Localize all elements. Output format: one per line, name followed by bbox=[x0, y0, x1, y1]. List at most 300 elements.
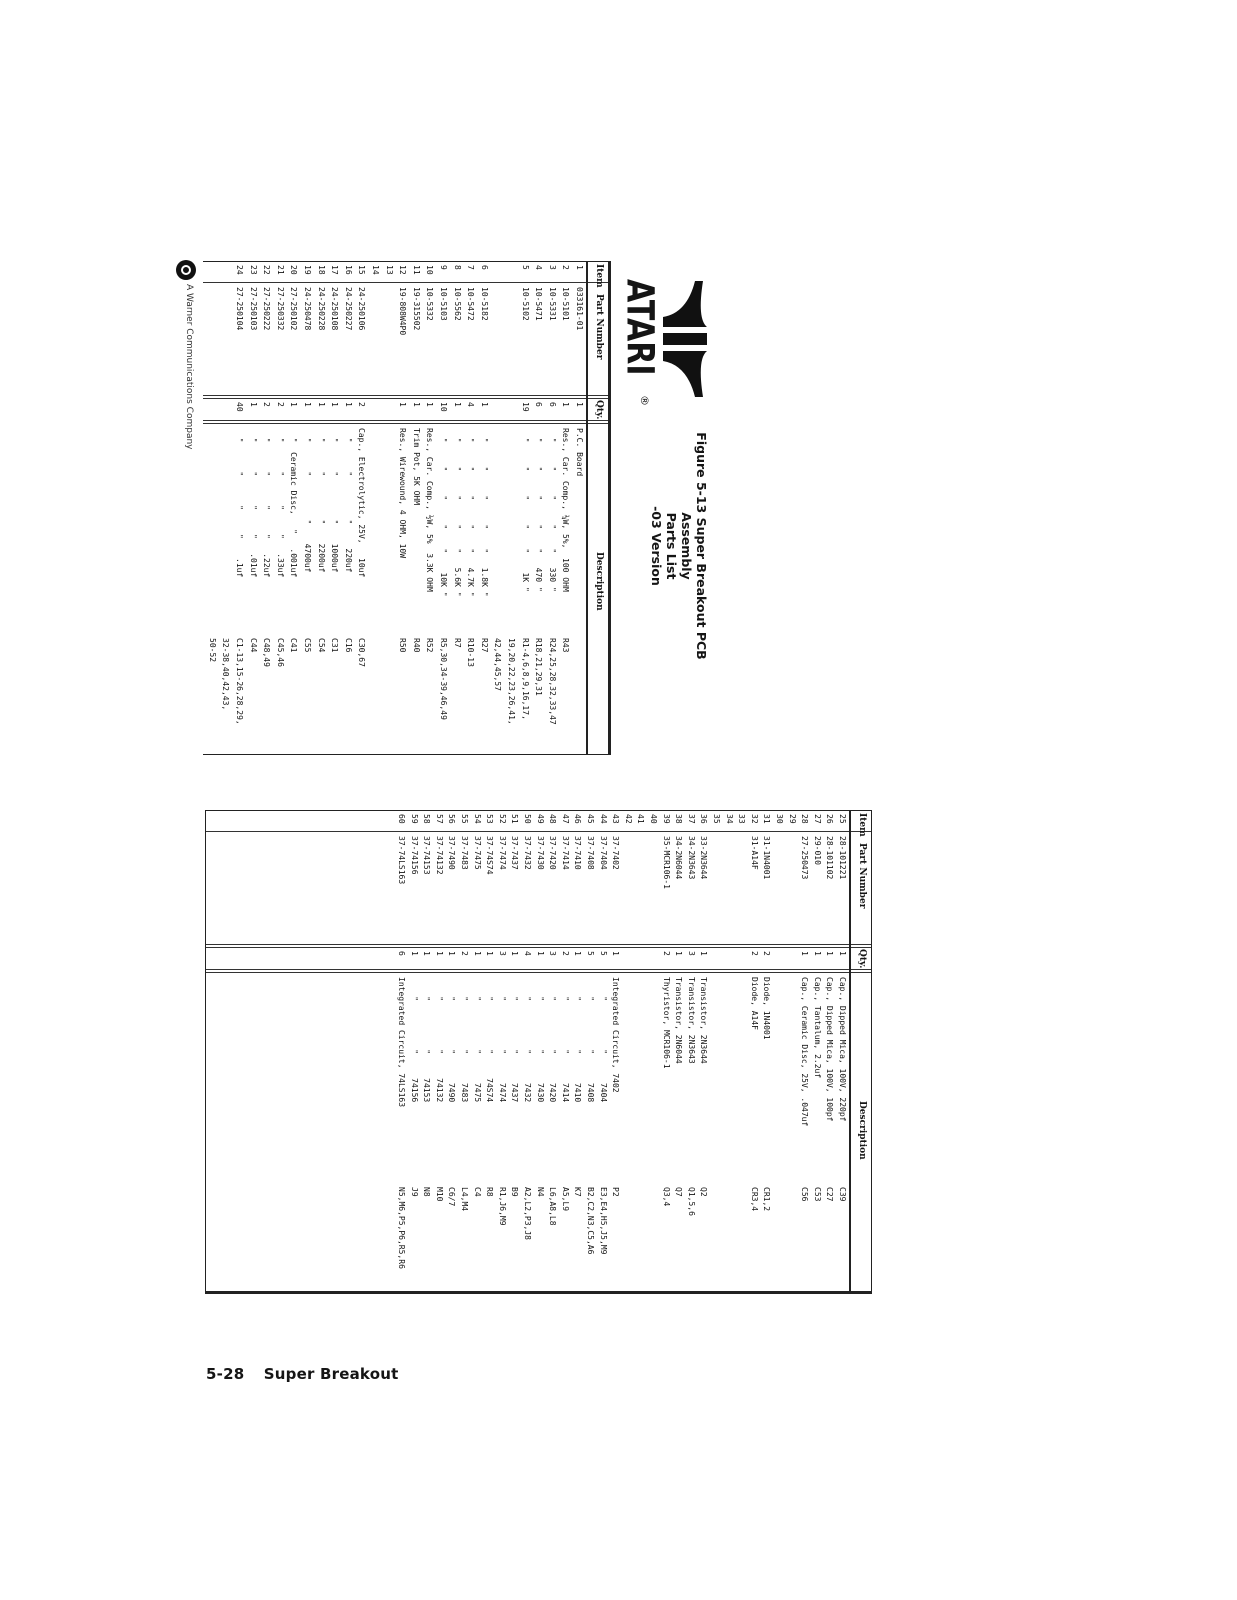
cell-item: 7 bbox=[466, 265, 476, 270]
table-row bbox=[301, 262, 314, 754]
cell-desc: " " " 220uf bbox=[343, 428, 353, 573]
cell-ref: R10-13 bbox=[466, 638, 476, 667]
cell-part: 34-2N3643 bbox=[686, 836, 696, 880]
table-row bbox=[287, 262, 300, 754]
table-row bbox=[609, 811, 622, 1291]
cell-ref: B2,C2,N3,C5,A6 bbox=[586, 1187, 595, 1255]
cell-ref: L4,M4 bbox=[460, 1187, 469, 1212]
cell-qty: 1 bbox=[485, 951, 495, 956]
table-row bbox=[798, 811, 811, 1291]
cell-ref: R18,21,29,31 bbox=[534, 638, 544, 696]
table-row bbox=[445, 811, 458, 1291]
cell-part: 37-7404 bbox=[598, 836, 608, 870]
cell-qty: 1 bbox=[800, 951, 810, 956]
cell-ref: C1-13,15-26,28,29, bbox=[235, 638, 244, 725]
cell-ref: R24,25,28,32,33,47 bbox=[547, 638, 557, 725]
cell-desc: Res., Car. Comp., ¼W, 5%, 100 OHM bbox=[561, 428, 571, 592]
cell-qty: 1 bbox=[674, 951, 684, 956]
cell-ref: M10 bbox=[434, 1187, 444, 1202]
cell-desc: P.C. Board bbox=[575, 428, 584, 477]
cell-qty: 3 bbox=[548, 951, 558, 956]
cell-ref: CR1,2 bbox=[762, 1187, 772, 1212]
header-item: Item bbox=[594, 264, 604, 288]
cell-item: 11 bbox=[411, 265, 421, 275]
cell-item: 10 bbox=[425, 265, 435, 275]
cell-ref: C53 bbox=[812, 1187, 822, 1202]
cell-part: 37-74156 bbox=[409, 836, 419, 875]
cell-desc: " " " " .22uf bbox=[262, 428, 272, 578]
cell-item: 19 bbox=[303, 265, 312, 275]
cell-part: 24-250227 bbox=[343, 287, 353, 331]
cell-item: 12 bbox=[398, 265, 408, 275]
table-row bbox=[634, 811, 647, 1291]
figure-title-line-2: Parts List bbox=[664, 512, 679, 580]
table-row bbox=[260, 262, 273, 754]
cell-part: 37-7490 bbox=[447, 836, 457, 870]
cell-qty: 1 bbox=[434, 951, 444, 956]
table-row bbox=[219, 262, 232, 754]
header-item: Item bbox=[857, 813, 867, 837]
cell-ref: R1,J6,M9 bbox=[497, 1187, 507, 1226]
cell-ref: C4 bbox=[472, 1187, 482, 1197]
cell-part: 10-5331 bbox=[547, 287, 557, 321]
cell-desc: Cap., Electrolytic, 25V, 10uf bbox=[357, 428, 367, 578]
cell-qty: 1 bbox=[411, 402, 421, 407]
cell-ref: J9 bbox=[409, 1187, 419, 1197]
cell-ref: P2 bbox=[611, 1187, 621, 1197]
cell-qty: 1 bbox=[452, 402, 462, 407]
cell-qty: 1 bbox=[303, 402, 312, 407]
table-row bbox=[823, 811, 836, 1291]
cell-ref: C44 bbox=[248, 638, 258, 653]
cell-desc: " " " 2200uf bbox=[316, 428, 326, 573]
table-row bbox=[519, 262, 532, 754]
cell-qty: 1 bbox=[343, 402, 353, 407]
cell-desc: " " 7430 bbox=[535, 977, 545, 1103]
cell-desc: " " 7437 bbox=[510, 977, 520, 1103]
table-row bbox=[342, 262, 355, 754]
cell-qty: 1 bbox=[479, 402, 489, 407]
table-body bbox=[206, 811, 851, 1291]
cell-ref: A2,L2,P3,J8 bbox=[523, 1187, 532, 1240]
cell-desc: Integrated Circuit, 74LS163 bbox=[397, 977, 406, 1108]
cell-ref: C41 bbox=[289, 638, 299, 653]
cell-qty: 5 bbox=[586, 951, 595, 956]
table-row bbox=[622, 811, 635, 1291]
cell-part: 19-315502 bbox=[411, 287, 421, 331]
table-row bbox=[546, 811, 559, 1291]
cell-item: 36 bbox=[699, 814, 709, 824]
cell-qty: 1 bbox=[316, 402, 326, 407]
cell-item: 21 bbox=[275, 265, 285, 275]
cell-ref: C56 bbox=[800, 1187, 810, 1202]
table-row bbox=[478, 262, 491, 754]
cell-ref: C31 bbox=[330, 638, 340, 653]
table-row bbox=[491, 262, 504, 754]
table-row bbox=[328, 262, 341, 754]
cell-item: 46 bbox=[573, 814, 583, 824]
table-row bbox=[437, 262, 450, 754]
table-row bbox=[410, 262, 423, 754]
table-row bbox=[760, 811, 773, 1291]
cell-qty: 1 bbox=[398, 402, 408, 407]
table-row bbox=[521, 811, 534, 1291]
cell-desc: " " " " " 1.8K " bbox=[479, 428, 489, 597]
cell-item: 33 bbox=[737, 814, 747, 824]
cell-item: 23 bbox=[248, 265, 258, 275]
cell-ref: R43 bbox=[561, 638, 571, 653]
cell-item: 30 bbox=[775, 814, 784, 824]
cell-item: 44 bbox=[598, 814, 608, 824]
cell-desc: " " " " .1uf bbox=[235, 428, 244, 578]
header-qty: Qty. bbox=[857, 949, 867, 969]
cell-qty: 6 bbox=[534, 402, 544, 407]
cell-desc: " " 7490 bbox=[447, 977, 457, 1103]
cell-ref: R8 bbox=[485, 1187, 495, 1197]
cell-item: 50 bbox=[523, 814, 532, 824]
table-row bbox=[723, 811, 736, 1291]
cell-ref: R50 bbox=[398, 638, 408, 653]
cell-part: 31-A14F bbox=[749, 836, 759, 870]
cell-desc: " " 74S74 bbox=[485, 977, 495, 1103]
cell-item: 16 bbox=[343, 265, 353, 275]
cell-part: 37-74S74 bbox=[485, 836, 495, 875]
cell-ref: N5,M6,P5,P6,R5,R6 bbox=[397, 1187, 406, 1269]
cell-desc: Transistor, 2N3643 bbox=[686, 977, 696, 1064]
cell-desc: " Ceramic Disc, " .001uf bbox=[289, 428, 299, 578]
cell-ref: C6/7 bbox=[447, 1187, 457, 1207]
cell-part: 27-250102 bbox=[289, 287, 299, 331]
table-row bbox=[451, 262, 464, 754]
cell-item: 45 bbox=[586, 814, 595, 824]
publisher-mark bbox=[176, 260, 196, 450]
cell-desc: " " " " " 10K " bbox=[439, 428, 448, 597]
cell-part: 27-250103 bbox=[248, 287, 258, 331]
cell-part: 37-7402 bbox=[611, 836, 621, 870]
cell-qty: 10 bbox=[439, 402, 448, 412]
cell-desc: Trim Pot, 5K OHM bbox=[411, 428, 421, 506]
table-row bbox=[811, 811, 824, 1291]
publisher-name: A Warner Communications Company bbox=[184, 284, 194, 450]
cell-qty: 6 bbox=[547, 402, 557, 407]
cell-part: 28-101221 bbox=[838, 836, 847, 880]
cell-item: 35 bbox=[712, 814, 721, 824]
cell-desc: Transistor, 2N3644 bbox=[699, 977, 709, 1064]
cell-item: 31 bbox=[762, 814, 772, 824]
cell-part: 28-101102 bbox=[825, 836, 835, 880]
table-row bbox=[233, 262, 246, 754]
cell-item: 60 bbox=[397, 814, 406, 824]
cell-ref: Q7 bbox=[674, 1187, 684, 1197]
cell-qty: 2 bbox=[749, 951, 759, 956]
table-row bbox=[369, 262, 382, 754]
cell-desc: " " " " " 470 " bbox=[534, 428, 544, 592]
cell-qty: 1 bbox=[409, 951, 419, 956]
registered-mark: ® bbox=[638, 395, 651, 406]
cell-part: 27-250473 bbox=[800, 836, 810, 880]
table-row bbox=[505, 262, 518, 754]
warner-logo-icon bbox=[176, 260, 196, 280]
cell-desc: Cap., Dipped Mica, 100V, 100pf bbox=[825, 977, 835, 1122]
cell-part: 37-7432 bbox=[523, 836, 532, 870]
cell-part: 37-7474 bbox=[497, 836, 507, 870]
cell-item: 39 bbox=[661, 814, 671, 824]
cell-part: 29-010 bbox=[812, 836, 822, 865]
cell-qty: 1 bbox=[812, 951, 822, 956]
cell-desc: " " " " " 5.6K " bbox=[452, 428, 462, 597]
cell-desc: Res., Wirewound, 4 OHM, 10W bbox=[398, 428, 408, 559]
table-row bbox=[735, 811, 748, 1291]
cell-desc: " " " 4700uf bbox=[303, 428, 312, 573]
cell-item: 38 bbox=[674, 814, 684, 824]
cell-item: 29 bbox=[787, 814, 797, 824]
cell-qty: 1 bbox=[422, 951, 432, 956]
cell-qty: 4 bbox=[466, 402, 476, 407]
cell-qty: 3 bbox=[497, 951, 507, 956]
cell-qty: 2 bbox=[460, 951, 469, 956]
table-row bbox=[836, 811, 849, 1291]
cell-ref: C39 bbox=[838, 1187, 847, 1202]
cell-qty: 1 bbox=[611, 951, 621, 956]
cell-part: 24-250228 bbox=[316, 287, 326, 331]
header-description: Description bbox=[594, 552, 604, 611]
cell-desc: Cap., Ceramic Disc, 25V, .047uf bbox=[800, 977, 810, 1127]
atari-logo bbox=[617, 267, 709, 417]
cell-desc: Diode, A14F bbox=[749, 977, 759, 1030]
parts-sheet-1 bbox=[203, 261, 715, 755]
table-row bbox=[315, 262, 328, 754]
cell-item: 52 bbox=[497, 814, 507, 824]
table-row bbox=[395, 811, 408, 1291]
cell-part: 33-2N3644 bbox=[699, 836, 709, 880]
cell-qty: 2 bbox=[262, 402, 272, 407]
cell-desc: " " " " " 1K " bbox=[520, 428, 530, 592]
cell-desc: " " 74153 bbox=[422, 977, 432, 1103]
cell-item: 13 bbox=[384, 265, 394, 275]
cell-ref: C48,49 bbox=[262, 638, 272, 667]
table-row bbox=[534, 811, 547, 1291]
cell-qty: 1 bbox=[561, 402, 571, 407]
table-body bbox=[203, 262, 588, 754]
cell-ref: B9 bbox=[510, 1187, 520, 1197]
cell-ref: C45,46 bbox=[275, 638, 285, 667]
cell-qty: 1 bbox=[425, 402, 435, 407]
cell-item: 17 bbox=[330, 265, 340, 275]
table-row bbox=[584, 811, 597, 1291]
table-row bbox=[408, 811, 421, 1291]
cell-item: 54 bbox=[472, 814, 482, 824]
cell-qty: 19 bbox=[520, 402, 530, 412]
cell-item: 24 bbox=[235, 265, 244, 275]
cell-qty: 1 bbox=[330, 402, 340, 407]
cell-item: 37 bbox=[686, 814, 696, 824]
cell-ref: CR3,4 bbox=[749, 1187, 759, 1212]
cell-item: 34 bbox=[724, 814, 734, 824]
table-row bbox=[773, 811, 786, 1291]
cell-qty: 1 bbox=[447, 951, 457, 956]
cell-part: 37-7430 bbox=[535, 836, 545, 870]
table-row bbox=[685, 811, 698, 1291]
table-row bbox=[697, 811, 710, 1291]
cell-item: 18 bbox=[316, 265, 326, 275]
footer-title: Super Breakout bbox=[263, 1365, 399, 1383]
cell-item: 51 bbox=[510, 814, 520, 824]
table-row bbox=[206, 262, 219, 754]
table-row bbox=[597, 811, 610, 1291]
table-row bbox=[471, 811, 484, 1291]
cell-item: 3 bbox=[547, 265, 557, 270]
cell-part: 37-7437 bbox=[510, 836, 520, 870]
cell-item: 55 bbox=[460, 814, 469, 824]
table-row bbox=[559, 811, 572, 1291]
cell-item: 8 bbox=[452, 265, 462, 270]
cell-desc: Thyristor, MCR106-1 bbox=[661, 977, 671, 1069]
table-row bbox=[672, 811, 685, 1291]
cell-part: 37-74153 bbox=[422, 836, 432, 875]
table-row bbox=[274, 262, 287, 754]
cell-part: 10-5182 bbox=[479, 287, 489, 321]
cell-item: 49 bbox=[535, 814, 545, 824]
header-part-number: Part Number bbox=[857, 843, 867, 909]
figure-title-line-3: -03 Version bbox=[649, 506, 664, 586]
cell-desc: " " " " " 4.7K " bbox=[466, 428, 476, 597]
parts-table-1 bbox=[203, 261, 611, 755]
header-part-number: Part Number bbox=[594, 294, 604, 360]
cell-ref: N8 bbox=[422, 1187, 432, 1197]
table-row bbox=[433, 811, 446, 1291]
cell-desc: " " 7410 bbox=[573, 977, 583, 1103]
cell-qty: 4 bbox=[523, 951, 532, 956]
cell-desc: Integrated Circuit, 7402 bbox=[611, 977, 621, 1093]
atari-wordmark: ATARI bbox=[617, 279, 661, 376]
cell-qty: 1 bbox=[699, 951, 709, 956]
cell-desc: Res., Car. Comp., ½W, 5% 3.3K OHM bbox=[425, 428, 435, 592]
cell-part: 37-74LS163 bbox=[397, 836, 406, 885]
table-header bbox=[849, 811, 871, 1291]
table-row bbox=[458, 811, 471, 1291]
cell-ref: R1-4,6,8,9,16,17, bbox=[520, 638, 530, 720]
cell-desc: Diode, 1N4001 bbox=[762, 977, 772, 1040]
cell-ref: C16 bbox=[343, 638, 353, 653]
table-row bbox=[532, 262, 545, 754]
cell-item: 20 bbox=[289, 265, 299, 275]
cell-qty: 1 bbox=[573, 951, 583, 956]
cell-desc: " " 7432 bbox=[523, 977, 532, 1103]
cell-ref: R5,30,34-39,46,49 bbox=[439, 638, 448, 720]
cell-ref: R7 bbox=[452, 638, 462, 648]
cell-part: 10-5102 bbox=[520, 287, 530, 321]
cell-qty: 1 bbox=[289, 402, 299, 407]
page-number: 5-28 bbox=[206, 1365, 245, 1383]
cell-part: 24-250478 bbox=[303, 287, 312, 331]
table-row bbox=[247, 262, 260, 754]
cell-item: 47 bbox=[560, 814, 570, 824]
cell-item: 22 bbox=[262, 265, 272, 275]
cell-ref: C55 bbox=[303, 638, 312, 653]
table-row bbox=[786, 811, 799, 1291]
cell-ref: C54 bbox=[316, 638, 326, 653]
cell-desc: " " 7414 bbox=[560, 977, 570, 1103]
cell-part: 37-7414 bbox=[560, 836, 570, 870]
cell-qty: 1 bbox=[575, 402, 584, 407]
cell-item: 59 bbox=[409, 814, 419, 824]
cell-desc: Transistor, 2N6044 bbox=[674, 977, 684, 1064]
cell-item: 1 bbox=[575, 265, 584, 270]
cell-qty: 2 bbox=[275, 402, 285, 407]
cell-ref: L6,A8,L8 bbox=[548, 1187, 558, 1226]
table-row bbox=[355, 262, 368, 754]
cell-item: 41 bbox=[636, 814, 646, 824]
page-footer bbox=[206, 1365, 398, 1383]
cell-item: 58 bbox=[422, 814, 432, 824]
table-row bbox=[571, 811, 584, 1291]
cell-part: 31-1N4001 bbox=[762, 836, 772, 880]
cell-part: 37-74132 bbox=[434, 836, 444, 875]
cell-item: 15 bbox=[357, 265, 367, 275]
cell-desc: " " " " " 330 " bbox=[547, 428, 557, 592]
table-row bbox=[647, 811, 660, 1291]
header-qty: Qty. bbox=[594, 400, 604, 420]
cell-qty: 6 bbox=[397, 951, 406, 956]
cell-item: 14 bbox=[371, 265, 380, 275]
cell-part: 37-7483 bbox=[460, 836, 469, 870]
cell-item: 9 bbox=[439, 265, 448, 270]
cell-ref: R52 bbox=[425, 638, 435, 653]
cell-item: 2 bbox=[561, 265, 571, 270]
cell-ref: K7 bbox=[573, 1187, 583, 1197]
cell-desc: " " 7483 bbox=[460, 977, 469, 1103]
cell-item: 5 bbox=[520, 265, 530, 270]
table-row bbox=[496, 811, 509, 1291]
table-row bbox=[383, 262, 396, 754]
cell-qty: 2 bbox=[560, 951, 570, 956]
header-description: Description bbox=[857, 1101, 867, 1160]
cell-part: 24-250108 bbox=[330, 287, 340, 331]
cell-item: 27 bbox=[812, 814, 822, 824]
cell-desc: " " 7474 bbox=[497, 977, 507, 1103]
cell-part: 033161-01 bbox=[575, 287, 584, 331]
cell-qty: 1 bbox=[825, 951, 835, 956]
cell-qty: 1 bbox=[510, 951, 520, 956]
table-row bbox=[423, 262, 436, 754]
cell-desc: " " 7420 bbox=[548, 977, 558, 1103]
table-header bbox=[586, 262, 608, 754]
cell-part: 10-5101 bbox=[561, 287, 571, 321]
cell-desc: " " 74156 bbox=[409, 977, 419, 1103]
cell-ref: R27 bbox=[479, 638, 489, 653]
cell-desc: " " 74132 bbox=[434, 977, 444, 1103]
cell-ref: A5,L9 bbox=[560, 1187, 570, 1212]
cell-qty: 1 bbox=[472, 951, 482, 956]
table-row bbox=[546, 262, 559, 754]
cell-part: 10-5562 bbox=[452, 287, 462, 321]
cell-qty: 40 bbox=[235, 402, 244, 412]
cell-part: 10-5103 bbox=[439, 287, 448, 321]
table-row bbox=[508, 811, 521, 1291]
figure-title bbox=[649, 426, 709, 666]
parts-table-2 bbox=[205, 810, 872, 1294]
cell-part: 27-250222 bbox=[262, 287, 272, 331]
table-row bbox=[573, 262, 586, 754]
cell-part: 27-250332 bbox=[275, 287, 285, 331]
table-row bbox=[559, 262, 572, 754]
cell-ref: 32-38,40,42,43, bbox=[221, 638, 231, 711]
cell-desc: " " " 1000uf bbox=[330, 428, 340, 573]
cell-desc: " " 7408 bbox=[586, 977, 595, 1103]
cell-item: 53 bbox=[485, 814, 495, 824]
cell-part: 37-7408 bbox=[586, 836, 595, 870]
atari-fuji-icon bbox=[659, 267, 709, 417]
